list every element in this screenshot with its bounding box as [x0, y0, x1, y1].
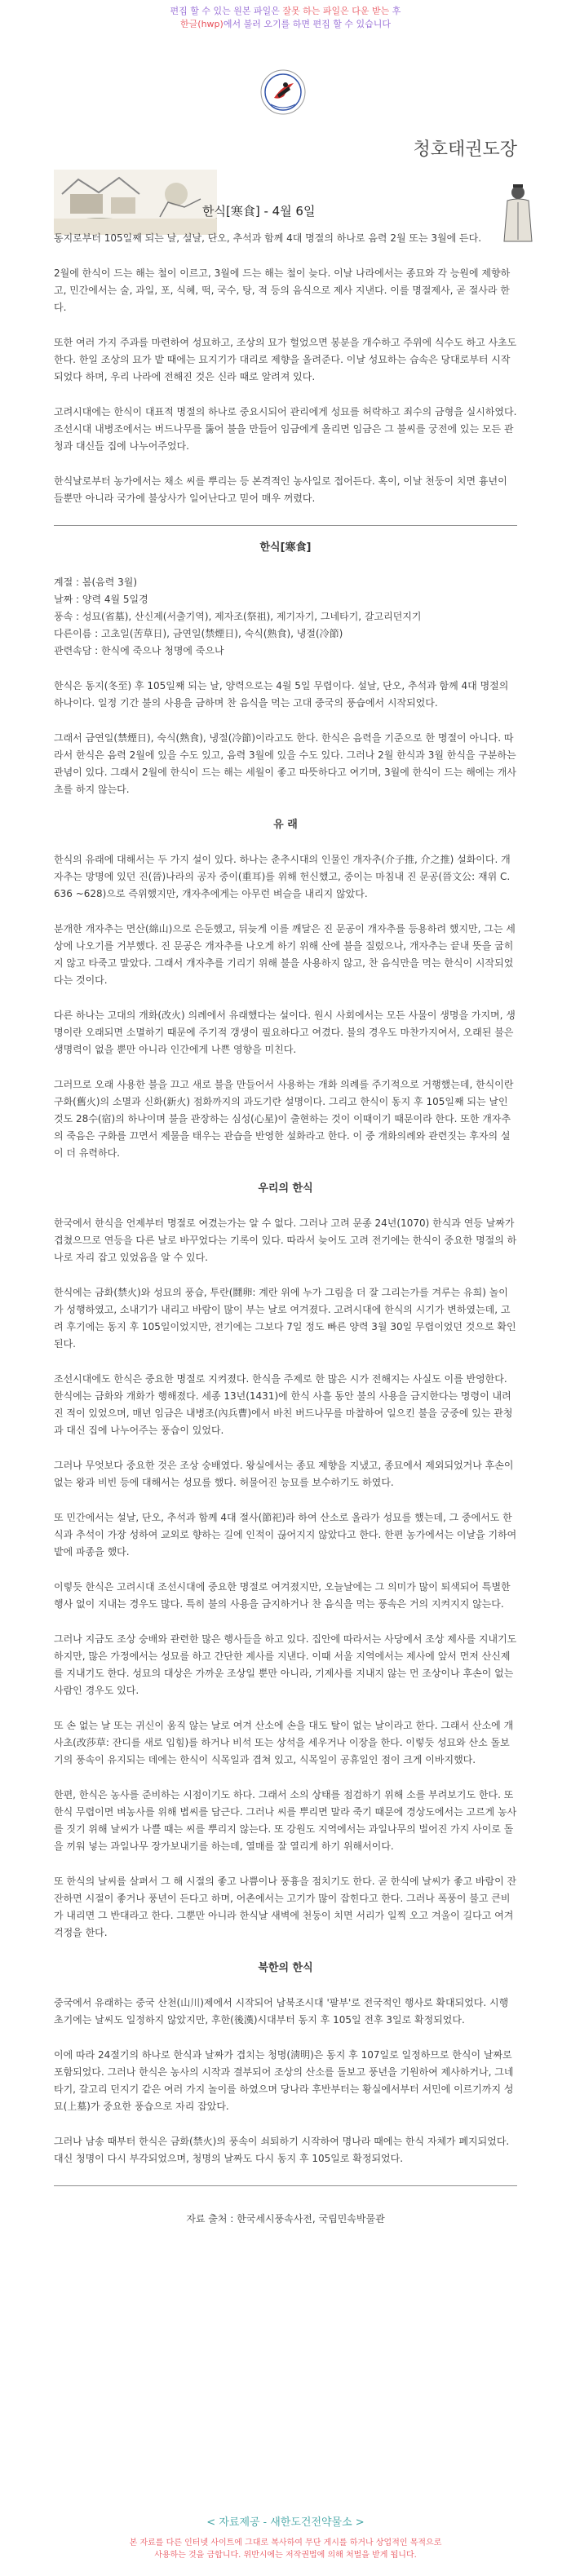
- fact-item: 관련속담 : 한식에 죽으나 청명에 죽으나: [54, 645, 224, 656]
- korea-paragraph-4: 그러나 무엇보다 중요한 것은 조상 숭배였다. 왕실에서는 종묘 제향을 지냈고, 종묘에서 제외되었거나 후손이 없는 왕과 비빈 등에 대해서는 성묘를 했다. 허물어진 능묘를 보수하기도 하였다.: [54, 1460, 514, 1488]
- origin-paragraph-1: 한식의 유래에 대해서는 두 가지 설이 있다. 하나는 춘추시대의 인물인 개자추(介子推, 介之推) 설화이다. 개자추는 망명에 있던 진(晉)나라의 공자 중이(重耳)를 위해 헌신했고, 중이는 마침내 진 문공(晉文公: 재위 C. 636 ~628)으로 즉위했지만, 개자추에게는 아무런 벼슬을 내리지 않았다.: [54, 854, 511, 899]
- fact-item: 계절 : 봄(음력 3월): [54, 577, 138, 588]
- ink-painting-icon: [54, 170, 217, 235]
- fact-item: 다른이름 : 고초일(苦草日), 금연일(禁煙日), 숙식(熟食), 냉절(冷節): [54, 628, 343, 639]
- copyright-notice: [0, 2537, 571, 2561]
- fact-list: [54, 574, 517, 660]
- divider: [54, 525, 517, 526]
- korea-paragraph-10: 또 한식의 날씨를 살펴서 그 해 시절의 좋고 나쁨이나 풍흉을 점치기도 한다. 곧 한식에 날씨가 좋고 바람이 잔잔하면 시절이 좋거나 풍년이 든다고 하며, 어촌에서는 고기가 많이 잡힌다고 한다. 그러나 폭풍이 불고 큰비가 내리면 그 반대라고 한다. 그뿐만 아니라 한식날 새벽에 천둥이 치면 서리가 일찍 오고 겨울이 길다고 여겨 걱정을 한다.: [54, 1876, 517, 1938]
- edit-notice: [0, 0, 571, 31]
- intro-paragraph-4: 고려시대에는 한식이 대표적 명절의 하나로 중요시되어 관리에게 성묘를 허락하고 죄수의 금형을 실시하였다. 조선시대 내병조에서는 버드나무를 뚫어 불을 만들어 임금에게 올리면 임금은 그 불씨를 궁전에 있는 모든 관청과 대신들 집에 나누어주었다.: [54, 406, 517, 452]
- copyright-line-2: 사용하는 것을 금합니다. 위반시에는 저작권법에 의해 처벌을 받게 됩니다.: [154, 2551, 417, 2560]
- site-name: 청호태권도장: [413, 139, 517, 160]
- notice-text-4: 에서 불러 오기를 하면 편집 할 수 있습니다: [223, 19, 391, 29]
- china-paragraph-1: 중국에서 유래하는 중국 산천(山川)제에서 시작되어 남북조시대 '팔부'로 전국적인 행사로 확대되었다. 시행 초기에는 날씨도 일정하지 않았지만, 후한(後漢)시대부터 동지 후 105일 전후 3일로 확정되었다.: [54, 1997, 509, 2026]
- notice-text-2: 잘못 하는 파일은 다운 받는: [282, 6, 390, 16]
- fact-item: 날짜 : 양력 4월 5일경: [54, 594, 148, 605]
- hansik-paragraph-2: 그래서 금연일(禁煙日), 숙식(熟食), 냉절(冷節)이라고도 한다. 한식은 음력을 기준으로 한 명절이 아니다. 따라서 한식은 음력 2월에 있을 수도 있고, 음력 3월에 있을 수도 있다. 그러나 2월 한식과 3월 한식을 구분하는 관념이 있다. 그래서 2월에 한식이 드는 해는 세월이 좋고 따뜻하다고 여기며, 3월에 한식이 드는 해에는 개사초를 하지 않는다.: [54, 732, 516, 795]
- intro-paragraph-2: 2월에 한식이 드는 해는 철이 이르고, 3월에 드는 해는 철이 늦다. 이날 나라에서는 종묘와 각 능원에 제향하고, 민간에서는 술, 과일, 포, 식혜, 떡, 국수, 탕, 적 등의 음식으로 제사 지낸다. 이를 명절제사, 곧 절사라 한다.: [54, 267, 511, 313]
- source-credit: 자료 출처 : 한국세시풍속사전, 국립민속박물관: [186, 2213, 385, 2225]
- copyright-line-1: 본 자료를 다른 인터넷 사이트에 그대로 복사하여 무단 게시를 하거나 상업적인 목적으로: [129, 2538, 442, 2547]
- intro-paragraph-3: 또한 여러 가지 주과를 마련하여 성묘하고, 조상의 묘가 헐었으면 봉분을 개수하고 주위에 식수도 하고 사초도 한다. 한일 조상의 묘가 밭 때에는 묘지기가 대리로 제향을 올려준다. 이날 성묘하는 습속은 당대로부터 시작되었다 하며, 우리 나라에 전해진 것은 신라 때로 알려져 있다.: [54, 337, 517, 382]
- china-paragraph-3: 그러나 남송 때부터 한식은 금화(禁火)의 풍속이 쇠퇴하기 시작하여 명나라 때에는 한식 자체가 폐지되었다. 대신 청명이 다시 부각되었으며, 청명의 날짜도 다시 동지 후 105일로 확정되었다.: [54, 2136, 510, 2164]
- korea-paragraph-7: 그러나 지금도 조상 숭배와 관련한 많은 행사들을 하고 있다. 집안에 따라서는 사당에서 조상 제사를 지내기도 하지만, 많은 가정에서는 성묘를 하고 간단한 제사를 지낸다. 이때 서울 지역에서는 제사에 앞서 먼저 산신제를 지내기도 한다. 성묘의 대상은 가까운 조상일 뿐만 아니라, 기제사를 지내지 않는 먼 조상이나 후손이 없는 사람인 경우도 있다.: [54, 1633, 517, 1696]
- intro-paragraph-1: 동지로부터 105일째 되는 날, 설날, 단오, 추석과 함께 4대 명절의 하나로 음력 2월 또는 3월에 든다.: [54, 232, 482, 244]
- korea-paragraph-6: 이렇듯 한식은 고려시대 조선시대에 중요한 명절로 여겨졌지만, 오늘날에는 그 의미가 많이 퇴색되어 특별한 행사 없이 지내는 경우도 많다. 특히 불의 사용을 금지하거나 찬 음식을 먹는 풍속은 거의 지켜지지 않는다.: [54, 1581, 511, 1610]
- origin-paragraph-3: 다른 하나는 고대의 개화(改火) 의례에서 유래했다는 설이다. 원시 사회에서는 모든 사물이 생명을 가지며, 생명이란 오래되면 소멸하기 때문에 주기적 갱생이 필요하다고 여겼다. 불의 경우도 마찬가지여서, 오래된 불은 생명력이 없을 뿐만 아니라 인간에게 나쁜 영향을 미친다.: [54, 1010, 516, 1055]
- korea-paragraph-3: 조선시대에도 한식은 중요한 명절로 지켜졌다. 한식을 주제로 한 많은 시가 전해지는 사실도 이를 반영한다. 한식에는 금화와 개화가 행해졌다. 세종 13년(1431)에 한식 사흘 동안 불의 사용을 금지한다는 명령이 내려진 적이 있었으며, 매년 임금은 내병조(內兵曹)에서 바친 버드나무를 마찰하여 일으킨 불을 궁중에 있는 관청과 대신 집에 나누어주는 풍습이 있었다.: [54, 1373, 513, 1436]
- taekwondo-logo-icon: [259, 68, 307, 116]
- korea-paragraph-8: 또 손 없는 날 또는 귀신이 움직 않는 날로 여겨 산소에 손을 대도 탈이 없는 날이라고 한다. 그래서 산소에 개사초(改莎草: 잔디를 새로 입힘)를 하거나 비석 또는 상석을 세우거나 이장을 한다. 이렇듯 성묘와 산소 돌보기의 풍속이 유지되는 데에는 한식이 식목일과 겹쳐 있고, 식목일이 공휴일인 점이 크게 이바지했다.: [54, 1720, 514, 1765]
- footer: [0, 2513, 571, 2561]
- korea-paragraph-5: 또 민간에서는 설날, 단오, 추석과 함께 4대 절사(節祀)라 하여 산소로 올라가 성묘를 했는데, 그 중에서도 한식과 추석이 가장 성하여 교외로 향하는 길에 인적이 끊어지지 않았다고 한다. 한편 농가에서는 이날을 기하여 밭에 파종을 했다.: [54, 1512, 517, 1558]
- korea-paragraph-9: 한편, 한식은 농사를 준비하는 시점이기도 하다. 그래서 소의 상태를 점검하기 위해 소를 부려보기도 한다. 또 한식 무렵이면 벼농사를 위해 볍씨를 담근다. 그러나 씨를 뿌리면 말라 죽기 때문에 경상도에서는 고르게 농사를 짓기 위해 날씨가 나쁠 때는 씨를 뿌리지 않는다. 또 강원도 지역에서는 과일나무의 벌어진 가지 사이로 돌을 끼워 넣는 과일나무 장가보내기를 하는데, 열매를 잘 열리게 하기 위해서이다.: [54, 1789, 517, 1852]
- china-paragraph-2: 이에 따라 24절기의 하나로 한식과 날짜가 겹치는 청명(淸明)은 동지 후 107일로 일정하므로 한식이 날짜로 포함되었다. 그러나 한식은 농사의 시작과 결부되어 조상의 산소를 돌보고 풍년을 기원하여 제사하거나, 그네타기, 갈고리 던지기 같은 여러 가지 놀이를 하였으며 당나라 후반부터는 황실에서부터 서민에 이르기까지 성묘(上墓)가 중요한 풍습으로 자리 잡았다.: [54, 2049, 514, 2112]
- article-body: [54, 230, 517, 2228]
- notice-hwp: 한글(hwp): [180, 19, 224, 29]
- hansik-paragraph-1: 한식은 동지(冬至) 후 105일째 되는 날, 양력으로는 4월 5일 무렵이다. 설날, 단오, 추석과 함께 4대 명절의 하나이다. 일정 기간 불의 사용을 금하며 찬 음식을 먹는 고대 중국의 풍습에서 시작되었다.: [54, 680, 509, 709]
- divider: [54, 2185, 517, 2186]
- korea-paragraph-2: 한식에는 금화(禁火)와 성묘의 풍습, 투란(鬪卵: 계란 위에 누가 그림을 더 잘 그리는가를 겨루는 유희) 놀이가 성행하였고, 소내기가 내리고 바람이 많이 부는 날로 여겨졌다. 고려시대에 한식의 시기가 변하였는데, 고려 후기에는 동지 후 105일이었지만, 전기에는 그보다 7일 정도 빠른 양력 3월 30일 무렵이었던 것으로 확인된다.: [54, 1287, 516, 1350]
- section-heading-hansik: 한식[寒食]: [259, 541, 312, 554]
- article-title: 한식[寒食] - 4월 6일: [202, 204, 316, 219]
- notice-text-1: 편집 할 수 있는 원본 파일은: [170, 6, 280, 16]
- intro-paragraph-5: 한식날로부터 농가에서는 채소 씨를 뿌리는 등 본격적인 농사일로 접어든다. 혹이, 이날 천둥이 치면 흉년이 들뿐만 아니라 국가에 불상사가 일어난다고 믿어 매우 꺼렸다.: [54, 475, 507, 504]
- notice-text-3: 후: [392, 6, 401, 16]
- section-heading-china: 북한의 한식: [258, 1962, 313, 1974]
- origin-paragraph-4: 그러므로 오래 사용한 불을 끄고 새로 불을 만들어서 사용하는 개화 의례를 주기적으로 거행했는데, 한식이란 구화(舊火)의 소멸과 신화(新火) 점화까지의 과도기란 설명이다. 그리고 한식이 동지 후 105일째 되는 날인 것도 28수(宿)의 하나이며 불을 관장하는 심성(心星)이 출현하는 것이 이때이기 때문이라 한다. 또한 개자추의 죽음은 구화를 끄면서 제물을 태우는 관습을 반영한 설화라고 한다. 이 중 개화의례와 관련짓는 후자의 설이 더 유력하다.: [54, 1079, 514, 1159]
- fact-item: 풍속 : 성묘(省墓), 산신제(서출기역), 제자조(祭祖), 제기자기, 그네타기, 갈고리던지기: [54, 611, 422, 622]
- footer-provider: < 자료제공 - 새한도건전약물소 >: [206, 2516, 365, 2529]
- origin-paragraph-2: 분개한 개자추는 면산(綿山)으로 은둔했고, 뒤늦게 이를 깨달은 진 문공이 개자추를 등용하려 했지만, 그는 세상에 나오기를 거부했다. 진 문공은 개자추를 나오게 하기 위해 산에 불을 질렀으나, 개자추는 끝내 뜻을 굽히지 않고 타죽고 말았다. 그래서 개자추를 기리기 위해 불을 사용하지 않고, 찬 음식만을 먹는 한식이 시작되었다는 것이다.: [54, 923, 516, 986]
- header: [0, 31, 571, 160]
- section-heading-origin: 유 래: [273, 819, 298, 831]
- korea-paragraph-1: 한국에서 한식을 언제부터 명절로 여겼는가는 알 수 없다. 그러나 고려 문종 24년(1070) 한식과 연등 날짜가 겹쳤으므로 연등을 다른 날로 바꾸었다는 기록이 있다. 따라서 늦어도 고려 전기에는 한식이 중요한 명절의 하나로 자리 잡고 있었음을 알 수 있다.: [54, 1217, 517, 1263]
- section-heading-korea: 우리의 한식: [258, 1182, 313, 1195]
